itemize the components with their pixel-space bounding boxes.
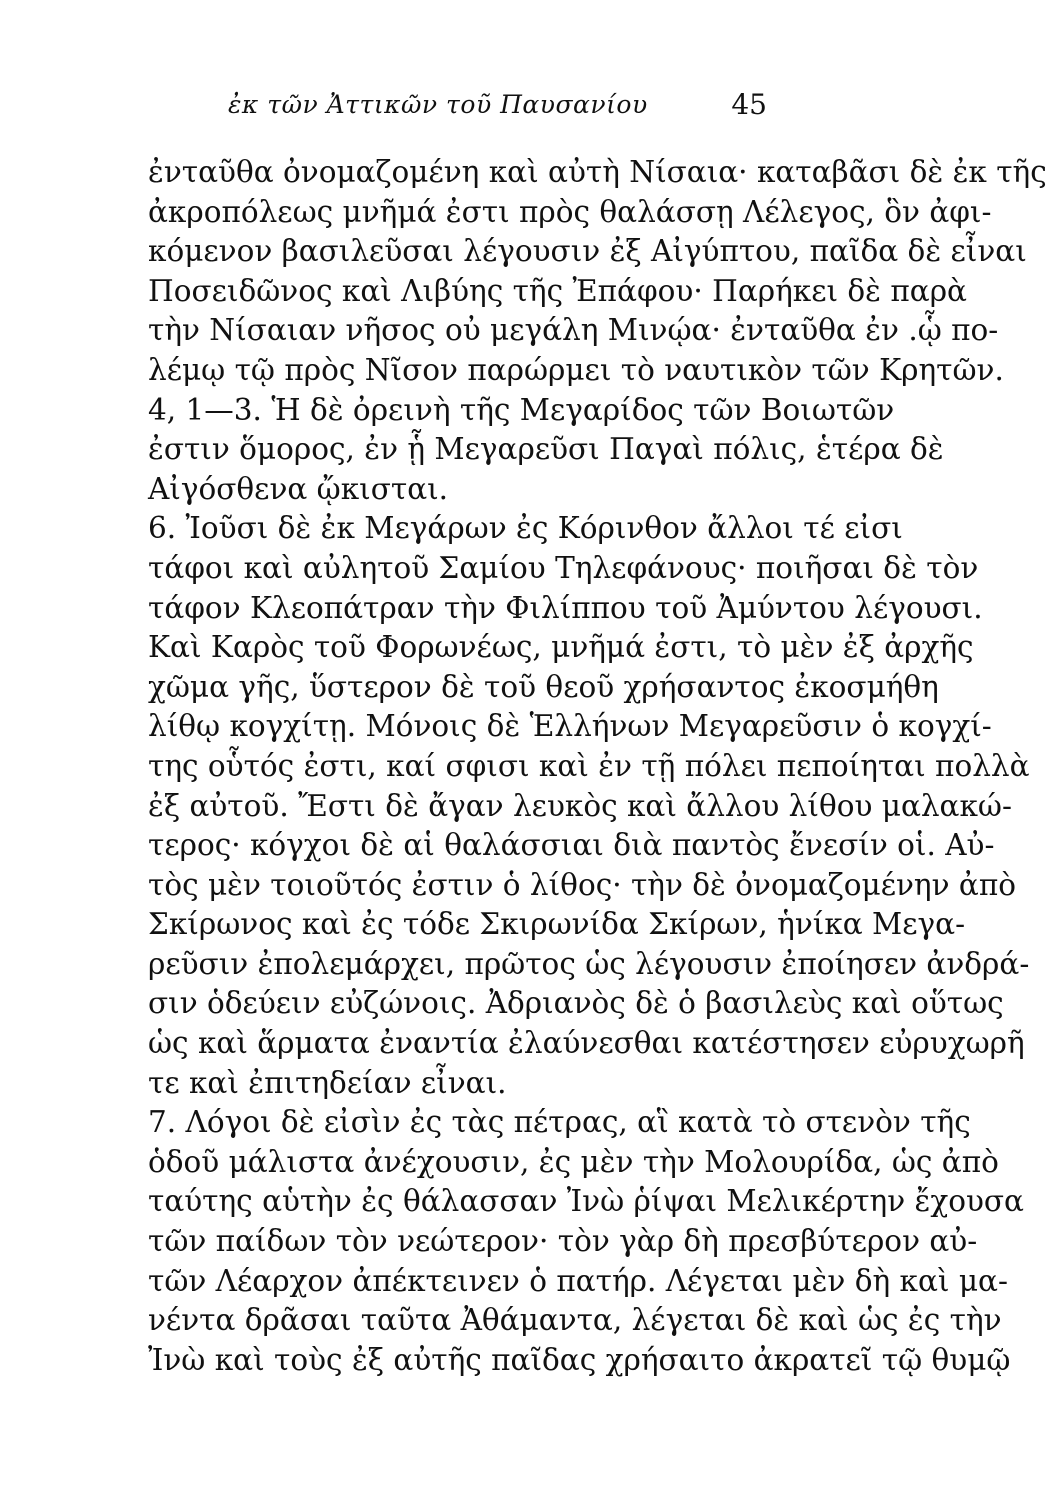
text-line: Σκίρωνος καὶ ἐς τόδε Σκιρωνίδα Σκίρων, ἡνίκα Μεγα-	[148, 907, 966, 942]
text-line: Ποσειδῶνος καὶ Λιβύης τῆς Ἐπάφου· Παρήκει δὲ παρὰ	[148, 273, 967, 308]
text-line: Ἰνὼ καὶ τοὺς ἐξ αὐτῆς παῖδας χρήσαιτο ἀκρατεῖ τῷ θυμῷ	[148, 1342, 1011, 1377]
body-text	[148, 153, 1047, 1380]
text-line: τῶν παίδων τὸν νεώτερον· τὸν γὰρ δὴ πρεσβύτερον αὐ-	[148, 1224, 978, 1259]
text-line: ὁδοῦ μάλιστα ἀνέχουσιν, ἐς μὲν τὴν Μολουρίδα, ὡς ἀπὸ	[148, 1144, 999, 1179]
text-line: τὸς μὲν τοιοῦτός ἐστιν ὁ λίθος· τὴν δὲ ὀνομαζομένην ἀπὸ	[148, 867, 1016, 902]
text-line: ἐνταῦθα ὀνομαζομένη καὶ αὐτὴ Νίσαια· καταβᾶσι δὲ ἐκ τῆς	[148, 155, 1047, 189]
page-number: 45	[731, 88, 767, 121]
text-line: λίθῳ κογχίτῃ. Μόνοις δὲ Ἑλλήνων Μεγαρεῦσιν ὁ κογχί-	[148, 709, 992, 744]
text-line: 6. Ἰοῦσι δὲ ἐκ Μεγάρων ἐς Κόρινθον ἄλλοι τέ εἰσι	[148, 511, 903, 546]
text-line: Καὶ Καρὸς τοῦ Φορωνέως, μνῆμά ἐστι, τὸ μὲν ἐξ ἀρχῆς	[148, 630, 974, 665]
text-line: Αἰγόσθενα ᾤκισται.	[148, 471, 449, 506]
text-line: ὡς καὶ ἅρματα ἐναντία ἐλαύνεσθαι κατέστησεν εὐρυχωρῆ	[148, 1026, 1025, 1061]
text-line: ταύτης αὑτὴν ἐς θάλασσαν Ἰνὼ ῥίψαι Μελικέρτην ἔχουσα	[148, 1184, 1024, 1219]
text-line: ἀκροπόλεως μνῆμά ἐστι πρὸς θαλάσσῃ Λέλεγος, ὃν ἀφι-	[148, 194, 992, 229]
text-line: ἐστιν ὅμορος, ἐν ᾗ Μεγαρεῦσι Παγαὶ πόλις, ἑτέρα δὲ	[148, 432, 944, 467]
text-line: 7. Λόγοι δὲ εἰσὶν ἐς τὰς πέτρας, αἳ κατὰ τὸ στενὸν τῆς	[148, 1105, 971, 1140]
text-line: σιν ὁδεύειν εὐζώνοις. Ἀδριανὸς δὲ ὁ βασιλεὺς καὶ οὕτως	[148, 986, 1004, 1021]
text-line: κόμενον βασιλεῦσαι λέγουσιν ἐξ Αἰγύπτου, παῖδα δὲ εἶναι	[148, 234, 1027, 269]
text-line: τερος· κόγχοι δὲ αἱ θαλάσσιαι διὰ παντὸς ἔνεσίν οἱ. Αὐ-	[148, 828, 995, 863]
text-line: ρεῦσιν ἐπολεμάρχει, πρῶτος ὡς λέγουσιν ἐποίησεν ἀνδρά-	[148, 946, 1030, 981]
text-line: τάφον Κλεοπάτραν τὴν Φιλίππου τοῦ Ἀμύντου λέγουσι.	[148, 590, 983, 625]
text-line: τάφοι καὶ αὐλητοῦ Σαμίου Τηλεφάνους· ποιῆσαι δὲ τὸν	[148, 550, 979, 585]
text-line: λέμῳ τῷ πρὸς Νῖσον παρώρμει τὸ ναυτικὸν τῶν Κρητῶν.	[148, 352, 1004, 387]
text-line: τε καὶ ἐπιτηδείαν εἶναι.	[148, 1065, 507, 1100]
text-line: χῶμα γῆς, ὕστερον δὲ τοῦ θεοῦ χρήσαντος ἐκοσμήθη	[148, 669, 939, 704]
text-line: τῶν Λέαρχον ἀπέκτεινεν ὁ πατήρ. Λέγεται μὲν δὴ καὶ μα-	[148, 1263, 1008, 1298]
text-line: νέντα δρᾶσαι ταῦτα Ἀθάμαντα, λέγεται δὲ καὶ ὡς ἐς τὴν	[148, 1303, 1002, 1338]
text-line: τὴν Νίσαιαν νῆσος οὐ μεγάλη Μινῴα· ἐνταῦθα ἐν .ᾧ πο-	[148, 313, 999, 348]
text-line: της οὗτός ἐστι, καί σφισι καὶ ἐν τῇ πόλει πεποίηται πολλὰ	[148, 748, 1030, 783]
running-head: ἐκ τῶν Ἀττικῶν τοῦ Παυσανίου	[228, 90, 648, 119]
text-line: 4, 1—3. Ἡ δὲ ὀρεινὴ τῆς Μεγαρίδος τῶν Βοιωτῶν	[148, 392, 895, 427]
text-line: ἐξ αὐτοῦ. Ἔστι δὲ ἄγαν λευκὸς καὶ ἄλλου λίθου μαλακώ-	[148, 788, 1012, 823]
